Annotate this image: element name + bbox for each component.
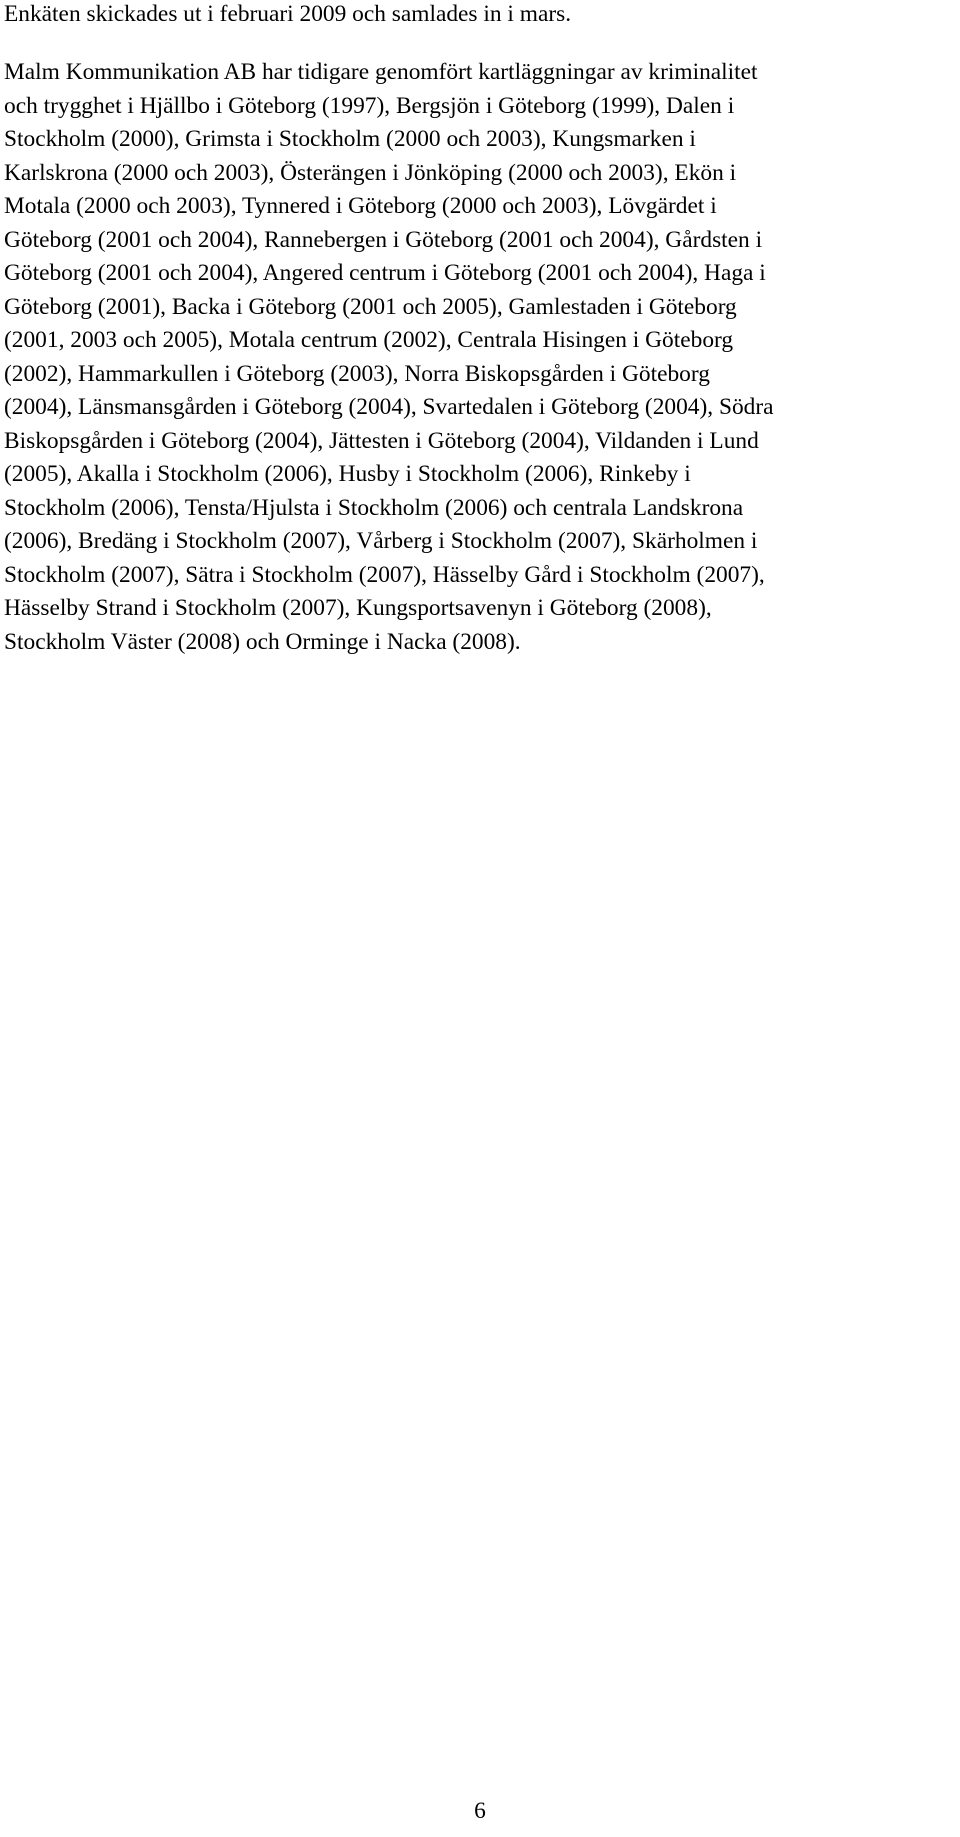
paragraph-line: Stockholm Väster (2008) och Orminge i Nacka (2008). xyxy=(4,628,521,655)
paragraph-line: (2002), Hammarkullen i Göteborg (2003), Norra Biskopsgården i Göteborg xyxy=(4,360,710,387)
intro-paragraph xyxy=(4,0,954,32)
paragraph-line: Göteborg (2001 och 2004), Angered centrum i Göteborg (2001 och 2004), Haga i xyxy=(4,260,766,286)
survey-history-paragraph xyxy=(4,56,954,659)
paragraph-line: Göteborg (2001), Backa i Göteborg (2001 och 2005), Gamlestaden i Göteborg xyxy=(4,293,737,320)
paragraph-line: (2004), Länsmansgården i Göteborg (2004), Svartedalen i Göteborg (2004), Södra xyxy=(4,394,774,420)
paragraph-line: Stockholm (2007), Sätra i Stockholm (2007), Hässelby Gård i Stockholm (2007), xyxy=(4,561,765,588)
paragraph-line: (2001, 2003 och 2005), Motala centrum (2002), Centrala Hisingen i Göteborg xyxy=(4,327,734,353)
paragraph-line: Malm Kommunikation AB har tidigare genomfört kartläggningar av kriminalitet xyxy=(4,59,758,85)
paragraph-line: Biskopsgården i Göteborg (2004), Jättesten i Göteborg (2004), Vildanden i Lund xyxy=(4,427,759,454)
paragraph-line: (2006), Bredäng i Stockholm (2007), Vårberg i Stockholm (2007), Skärholmen i xyxy=(4,528,758,554)
paragraph-line: Stockholm (2006), Tensta/Hjulsta i Stockholm (2006) och centrala Landskrona xyxy=(4,494,744,521)
paragraph-line: Motala (2000 och 2003), Tynnered i Göteborg (2000 och 2003), Lövgärdet i xyxy=(4,193,717,219)
paragraph-line: Enkäten skickades ut i februari 2009 och samlades in i mars. xyxy=(4,1,572,27)
paragraph-line: och trygghet i Hjällbo i Göteborg (1997), Bergsjön i Göteborg (1999), Dalen i xyxy=(4,92,735,119)
paragraph-line: Stockholm (2000), Grimsta i Stockholm (2000 och 2003), Kungsmarken i xyxy=(4,126,696,152)
paragraph-line: Göteborg (2001 och 2004), Rannebergen i Göteborg (2001 och 2004), Gårdsten i xyxy=(4,226,763,253)
paragraph-line: (2005), Akalla i Stockholm (2006), Husby i Stockholm (2006), Rinkeby i xyxy=(4,461,691,487)
paragraph-line: Hässelby Strand i Stockholm (2007), Kungsportsavenyn i Göteborg (2008), xyxy=(4,595,712,621)
paragraph-line: Karlskrona (2000 och 2003), Österängen i Jönköping (2000 och 2003), Ekön i xyxy=(4,159,737,186)
page-number: 6 xyxy=(474,1798,486,1824)
